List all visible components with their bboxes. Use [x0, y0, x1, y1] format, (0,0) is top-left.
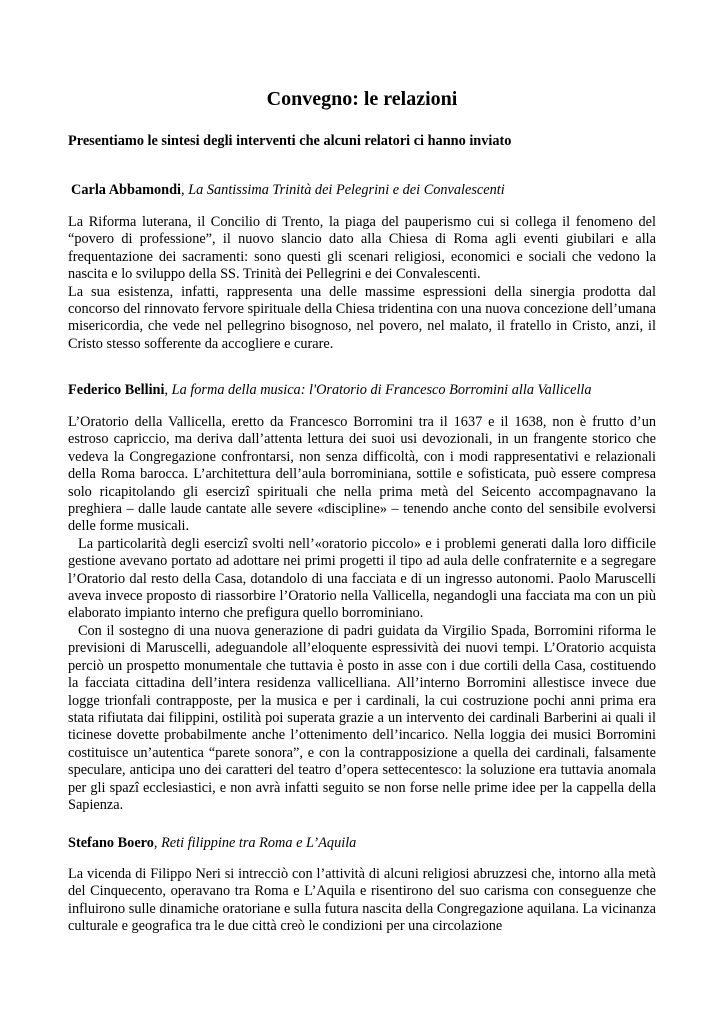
paragraph: L’Oratorio della Vallicella, eretto da Francesco Borromini tra il 1637 e il 1638, non è frutto d’un estroso capriccio, ma deriva dall’attenta lettura dei suoi usi devozionali, in un frangente storico che vedeva la Congregazione confrontarsi, non senza difficoltà, con i modi rappresentativi e relazionali della Roma barocca. L’architettura dell’aula borrominiana, sottile e sofisticata, può essere compresa solo ricapitolando gli esercizî spirituali che nella prima metà del Seicento accompagnavano la preghiera – dalle laude cantate alle severe «discipline» – tenendo anche conto del sensibile evolversi delle forme musicali.: [68, 414, 656, 535]
paragraph: La sua esistenza, infatti, rappresenta una delle massime espressioni della sinergia prodotta dal concorso del rinnovato fervore spirituale della Chiesa tridentina con una nuova concezione dell’umana misericordia, che vede nel pellegrino bisognoso, nel povero, nel malato, il fratello in Cristo, anzi, il Cristo stesso sofferente da accogliere e curare.: [68, 283, 656, 352]
paragraph: La vicenda di Filippo Neri si intrecciò con l’attività di alcuni religiosi abruzzesi che, intorno alla metà del Cinquecento, operavano tra Roma e L’Aquila e risentirono del suo carisma con conseguenze che influirono sulle dinamiche oratoriane e sulla futura nascita della Congregazione aquilana. La vicinanza culturale e geografica tra le due città creò le condizioni per una circolazione: [68, 866, 656, 935]
paragraph: La particolarità degli esercizî svolti nell’«oratorio piccolo» e i problemi generati dalla loro difficile gestione avevano portato ad adottare nei primi progetti il tipo ad aula delle confraternite e a segregare l’Oratorio dal resto della Casa, dotandolo di una facciata e di un ingresso autonomi. Paolo Maruscelli aveva invece proposto di riassorbire l’Oratorio nella Vallicella, negandogli una facciata ma con un più elaborato impianto interno che prefigura quello borrominiano.: [68, 535, 656, 622]
section-body-boero: [68, 866, 656, 936]
intro-text: Presentiamo le sintesi degli interventi che alcuni relatori ci hanno inviato: [68, 133, 512, 149]
author-name: Stefano Boero: [68, 835, 154, 851]
section-body-abbamondi: [68, 214, 656, 353]
talk-title: Reti filippine tra Roma e L’Aquila: [161, 835, 357, 851]
paragraph: La Riforma luterana, il Concilio di Trento, la piaga del pauperismo cui si collega il fenomeno del “povero di professione”, il nuovo slancio dato alla Chiesa di Roma agli eventi giubilari e alla frequentazione dei sacramenti: sono questi gli scenari religiosi, economici e sociali che vedono la nascita e lo sviluppo della SS. Trinità dei Pellegrini e dei Convalescenti.: [68, 214, 656, 283]
section-heading-bellini: [68, 381, 592, 399]
talk-title: La Santissima Trinità dei Pelegrini e dei Convalescenti: [188, 182, 505, 198]
author-name: Carla Abbamondi: [71, 182, 182, 198]
heading-separator: ,: [164, 382, 172, 398]
section-heading-boero: [68, 834, 356, 852]
talk-title: La forma della musica: l'Oratorio di Francesco Borromini alla Vallicella: [171, 382, 592, 398]
heading-separator: ,: [153, 835, 162, 851]
page-title: Convegno: le relazioni: [266, 88, 458, 110]
heading-separator: ,: [181, 182, 189, 198]
author-name: Federico Bellini: [68, 382, 165, 398]
paragraph: Con il sostegno di una nuova generazione di padri guidata da Virgilio Spada, Borromini riforma le previsioni di Maruscelli, adeguandole all’eloquente espressività dei nuovi tempi. L’Oratorio acquista perciò un prospetto monumentale che tuttavia è posto in asse con i due cortili della Casa, costituendo la facciata cittadina dell’intera residenza vallicelliana. All’interno Borromini allestisce invece due logge trionfali contrapposte, per la musica e per i cardinali, la cui costruzione pochi anni prima era stata rifiutata dai filippini, ostilità poi superata grazie a un intervento dei cardinali Barberini ai quali il ticinese dovette probabilmente anche l’ottenimento dell’incarico. Nella loggia dei musici Borromini costituisce un’autentica “parete sonora”, e con la contrapposizione a quella dei cardinali, falsamente speculare, anticipa uno dei caratteri del teatro d’opera settecentesco: la soluzione era tuttavia anomala per gli spazî ecclesiastici, e non avrà infatti seguito se non forse nelle prime idee per la cappella della Sapienza.: [68, 622, 656, 813]
section-body-bellini: [68, 414, 656, 814]
section-heading-abbamondi: [71, 181, 505, 199]
